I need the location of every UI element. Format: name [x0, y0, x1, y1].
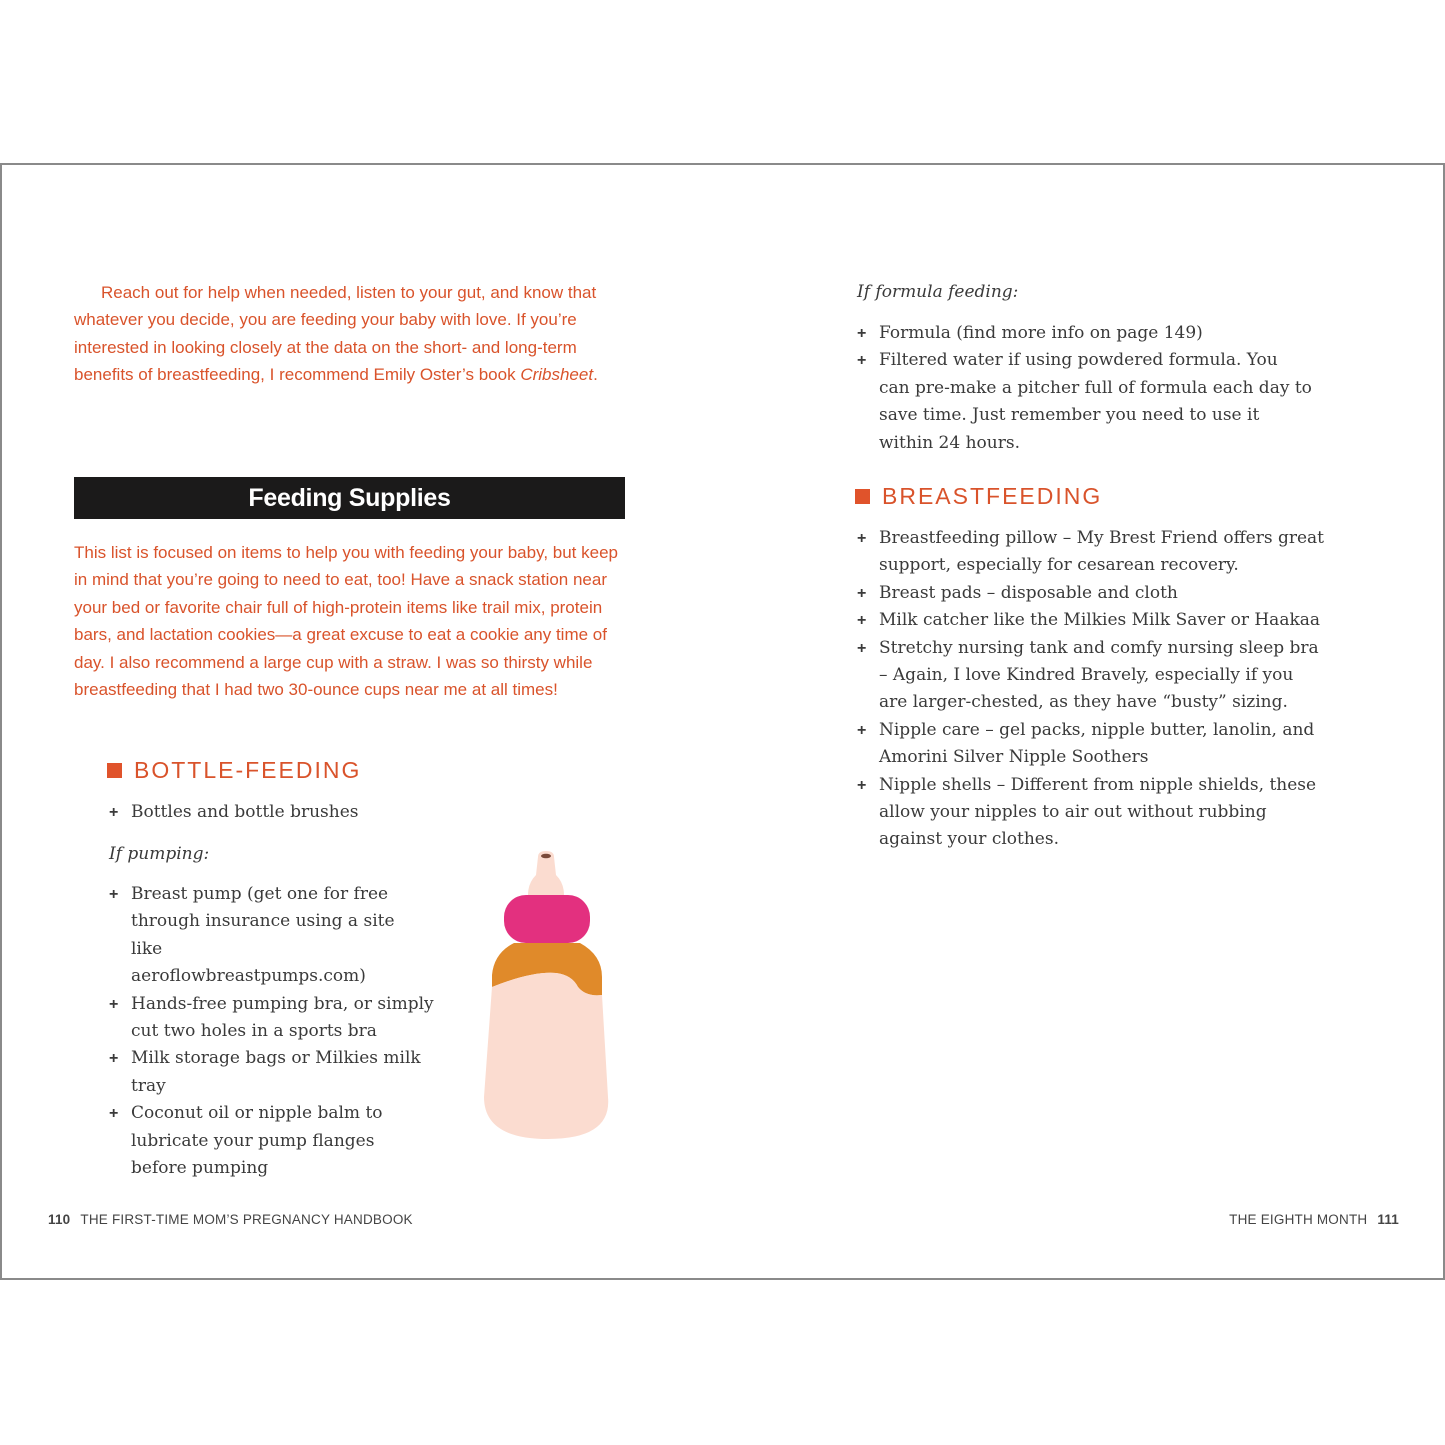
bottle-body: [484, 973, 608, 1139]
pumping-list: [109, 881, 454, 1182]
plus-bullet-icon: +: [857, 530, 867, 547]
plus-bullet-icon: +: [109, 995, 119, 1013]
square-bullet-icon: [855, 489, 870, 504]
feeding-supplies-paragraph: This list is focused on items to help you with feeding your baby, but keep in mind that you’re going to need to eat, too! Have a snack station near your bed or favorite chair full of high-protein items like trail mix, protein bars, and lactation cookies—a great excuse to eat a cookie any time of day. I also recommend a large cup with a straw. I was so thirsty while breastfeeding that I had two 30-ounce cups near me at all times!: [74, 543, 618, 700]
plus-bullet-icon: +: [857, 325, 867, 342]
running-head-chapter-title: THE EIGHTH MONTH: [1229, 1212, 1368, 1227]
list-item: + Nipple care – gel packs, nipple butter, lanolin, and Amorini Silver Nipple Soothers: [857, 717, 1327, 772]
list-item: + Stretchy nursing tank and comfy nursing sleep bra – Again, I love Kindred Bravely, especially if you are larger-chested, as they have “busty” sizing.: [857, 635, 1327, 717]
bottle-feeding-list: [109, 799, 439, 826]
intro-paragraph: Reach out for help when needed, listen to your gut, and know that whatever you decide, you are feeding your baby with love. If you’re interested in looking closely at the data on the short- and long-term benefits of breastfeeding, I recommend Emily Oster’s book Cribsheet.: [74, 283, 598, 385]
list-item: + Nipple shells – Different from nipple shields, these allow your nipples to air out without rubbing against your clothes.: [857, 772, 1327, 854]
plus-bullet-icon: +: [857, 612, 867, 630]
if-formula-feeding-label: If formula feeding:: [857, 282, 1019, 302]
list-item: + Coconut oil or nipple balm to lubricate your pump flanges before pumping: [109, 1100, 401, 1182]
breastfeeding-heading: BREASTFEEDING: [855, 482, 1102, 510]
nipple-hole: [541, 854, 551, 859]
running-head-book-title: THE FIRST-TIME MOM’S PREGNANCY HANDBOOK: [80, 1212, 413, 1227]
plus-bullet-icon: +: [109, 804, 119, 821]
list-item: + Bottles and bottle brushes: [109, 799, 439, 826]
plus-bullet-icon: +: [857, 639, 867, 657]
right-page-number: 111: [1377, 1212, 1399, 1227]
right-page-footer: [1229, 1212, 1399, 1227]
plus-bullet-icon: +: [857, 584, 867, 602]
left-page-number: 110: [48, 1212, 71, 1227]
plus-bullet-icon: +: [857, 721, 867, 739]
book-spread: [0, 163, 1445, 1280]
plus-bullet-icon: +: [109, 1105, 119, 1123]
left-page-footer: [48, 1212, 413, 1227]
list-item: + Formula (find more info on page 149): [857, 320, 1312, 347]
breastfeeding-list: [857, 525, 1327, 854]
plus-bullet-icon: +: [857, 776, 867, 794]
book-title-cribsheet: Cribsheet: [520, 365, 594, 385]
if-pumping-label: If pumping:: [109, 844, 210, 864]
plus-bullet-icon: +: [857, 352, 867, 370]
formula-list: [857, 320, 1312, 457]
plus-bullet-icon: +: [109, 1050, 119, 1068]
list-item: + Filtered water if using powdered formula. You can pre-make a pitcher full of formula each day to save time. Just remember you need to use it within 24 hours.: [857, 347, 1312, 457]
list-item: + Hands-free pumping bra, or simply cut two holes in a sports bra: [109, 991, 461, 1046]
list-item: + Breastfeeding pillow – My Brest Friend offers great support, especially for cesarean recovery.: [857, 525, 1327, 580]
list-item: + Milk catcher like the Milkies Milk Saver or Haakaa: [857, 607, 1327, 634]
square-bullet-icon: [107, 763, 122, 778]
list-item: + Breast pads – disposable and cloth: [857, 580, 1327, 607]
list-item: + Breast pump (get one for free through insurance using a site like aeroflowbreastpumps.com): [109, 881, 401, 991]
bottle-feeding-heading: BOTTLE-FEEDING: [107, 756, 361, 784]
list-item: + Milk storage bags or Milkies milk tray: [109, 1045, 454, 1100]
baby-bottle-illustration: [478, 847, 618, 1142]
bottle-collar: [504, 895, 590, 943]
plus-bullet-icon: +: [109, 886, 119, 903]
feeding-supplies-banner: Feeding Supplies: [74, 477, 625, 519]
